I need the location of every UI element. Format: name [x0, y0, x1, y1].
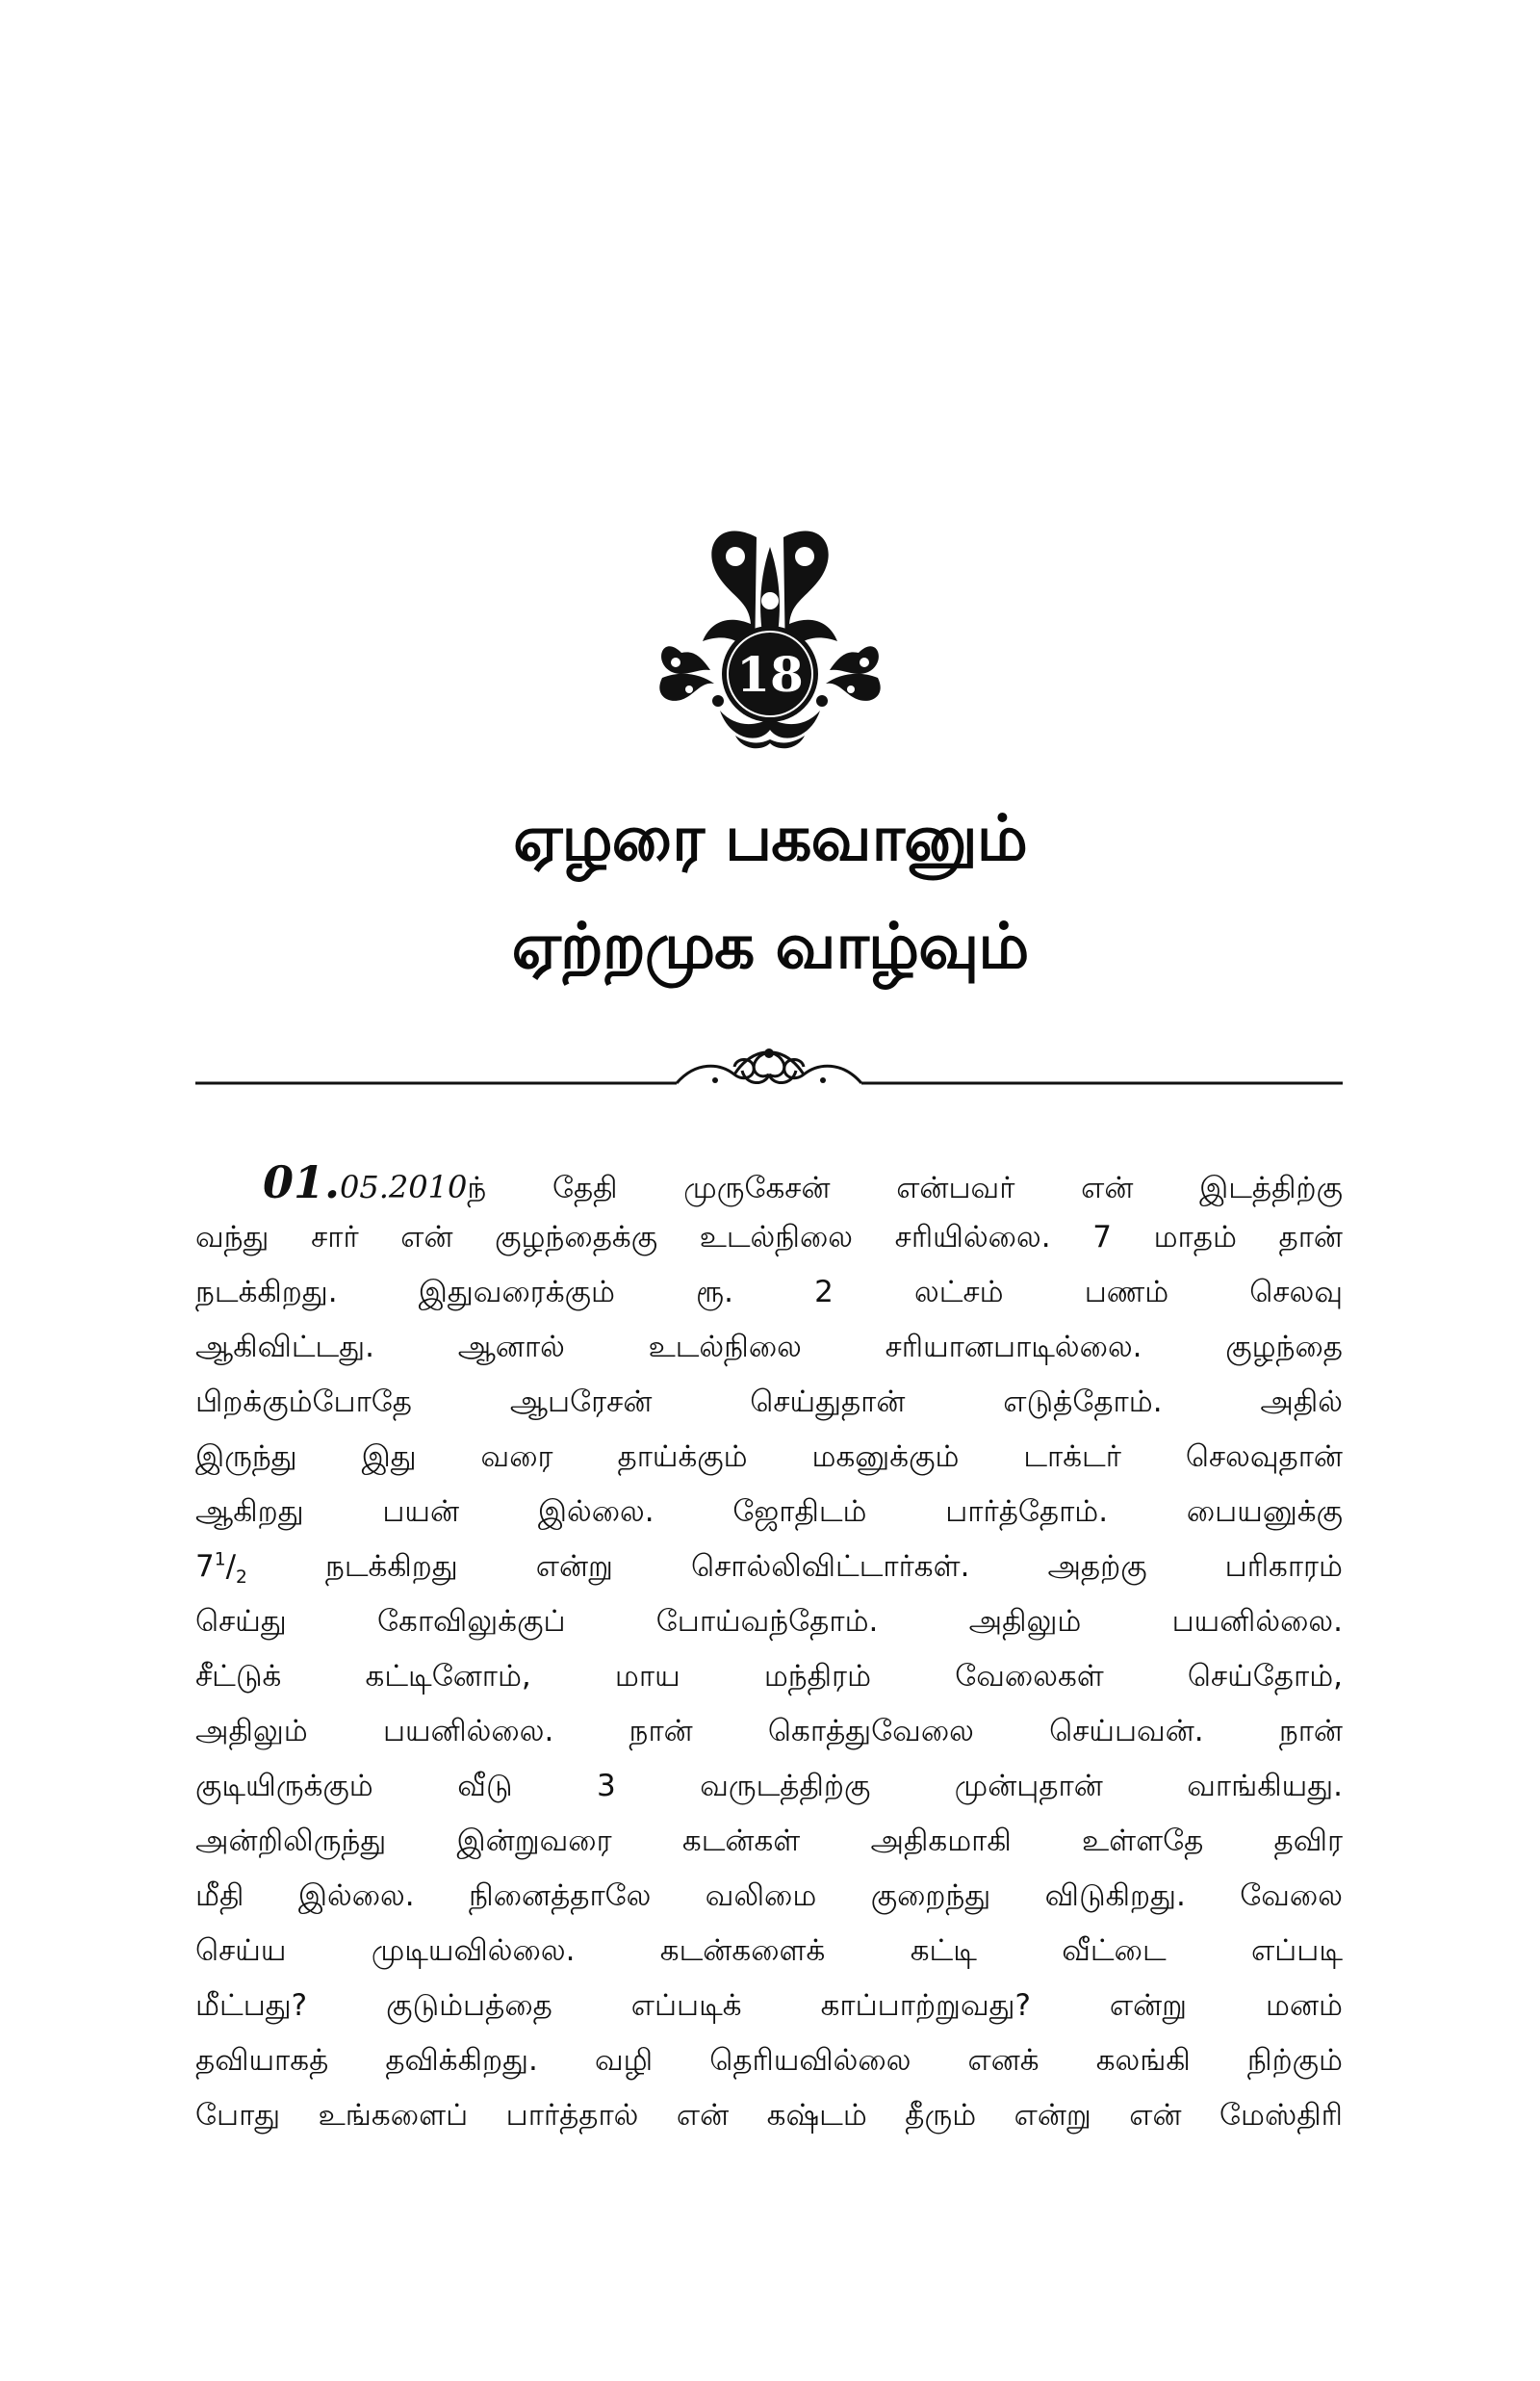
- fraction-numerator: 1: [214, 1549, 226, 1570]
- text-line: சீட்டுக் கட்டினோம், மாய மந்திரம் வேலைகள் செய்தோம்,: [195, 1659, 1343, 1694]
- text-line: ஆகிவிட்டது. ஆனால் உடல்நிலை சரியானபாடில்லை. குழந்தை: [195, 1330, 1343, 1364]
- text-segment: ந் தேதி முருகேசன் என்பவர் என் இடத்திற்கு: [467, 1171, 1343, 1205]
- fraction-denominator: 2: [236, 1567, 247, 1589]
- text-line: செய்து கோவிலுக்குப் போய்வந்தோம். அதிலும் பயனில்லை.: [195, 1604, 1343, 1639]
- chapter-title-line-1: ஏழரை பகவானும்: [513, 801, 1027, 875]
- text-line: [195, 1155, 1343, 1210]
- chapter-title-line-2: ஏற்றமுக வாழ்வும்: [511, 909, 1029, 983]
- text-line: வந்து சார் என் குழந்தைக்கு உடல்நிலை சரியில்லை. 7 மாதம் தான்: [195, 1220, 1343, 1255]
- text-line: செய்ய முடியவில்லை. கடன்களைக் கட்டி வீட்டை எப்படி: [195, 1933, 1343, 1968]
- text-segment: நடக்கிறது என்று சொல்லிவிட்டார்கள். அதற்கு பரிகாரம்: [324, 1549, 1343, 1584]
- chapter-emblem-icon: [643, 508, 897, 755]
- fraction-whole: 7: [195, 1549, 215, 1584]
- text-line: அன்றிலிருந்து இன்றுவரை கடன்கள் அதிகமாகி உள்ளதே தவிர: [195, 1824, 1343, 1858]
- text-line: போது உங்களைப் பார்த்தால் என் கஷ்டம் தீரும் என்று என் மேஸ்திரி: [195, 2098, 1343, 2133]
- dropcap: 01.: [263, 1156, 341, 1208]
- text-line: இருந்து இது வரை தாய்க்கும் மகனுக்கும் டாக்டர் செலவுதான்: [195, 1439, 1343, 1474]
- text-line: குடியிருக்கும் வீடு 3 வருடத்திற்கு முன்புதான் வாங்கியது.: [195, 1769, 1343, 1803]
- text-line: மீதி இல்லை. நினைத்தாலே வலிமை குறைந்து விடுகிறது. வேலை: [195, 1878, 1343, 1913]
- chapter-number: 18: [736, 646, 804, 703]
- text-line: நடக்கிறது. இதுவரைக்கும் ரூ. 2 லட்சம் பணம் செலவு: [195, 1275, 1343, 1309]
- text-line: தவியாகத் தவிக்கிறது. வழி தெரியவில்லை எனக் கலங்கி நிற்கும்: [195, 2043, 1343, 2078]
- text-line: ஆகிறது பயன் இல்லை. ஜோதிடம் பார்த்தோம். பையனுக்கு: [195, 1494, 1343, 1529]
- text-line: அதிலும் பயனில்லை. நான் கொத்துவேலை செய்பவன். நான்: [195, 1714, 1343, 1748]
- body-paragraph: [195, 1155, 1343, 2143]
- text-line: பிறக்கும்போதே ஆபரேசன் செய்துதான் எடுத்தோம். அதில்: [195, 1385, 1343, 1419]
- text-line: $7^1/_2$ நடக்கிறது என்று சொல்லிவிட்டார்கள். அதற்கு பரிகாரம்: [195, 1549, 1343, 1589]
- flourish-divider-icon: [195, 1032, 1343, 1090]
- text-line: மீட்பது? குடும்பத்தை எப்படிக் காப்பாற்றுவது? என்று மனம்: [195, 1988, 1343, 2023]
- date-text: 05.2010: [340, 1169, 468, 1205]
